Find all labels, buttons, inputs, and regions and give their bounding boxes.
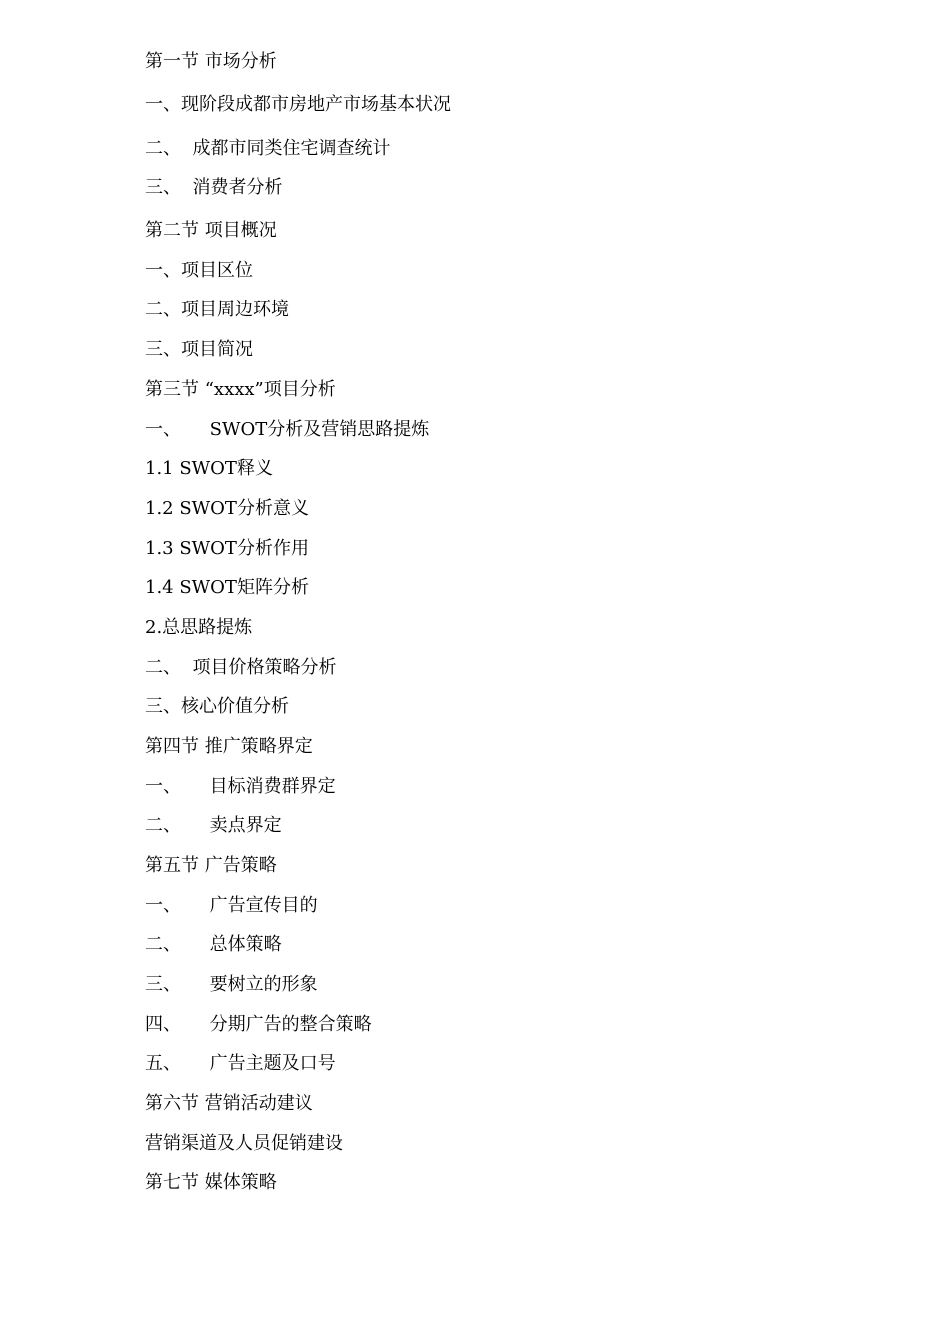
toc-subitem: 1.2 SWOT分析意义: [145, 498, 309, 519]
toc-section-heading: 第二节 项目概况: [145, 220, 277, 241]
toc-item: 二、 成都市同类住宅调查统计: [145, 138, 391, 159]
toc-item: 一、 SWOT分析及营销思路提炼: [145, 419, 430, 440]
toc-item: 一、 目标消费群界定: [145, 776, 336, 797]
toc-item: 一、项目区位: [145, 260, 253, 281]
toc-subitem: 2.总思路提炼: [145, 617, 253, 638]
toc-item: 三、项目简况: [145, 339, 253, 360]
toc-section-heading: 第五节 广告策略: [145, 855, 277, 876]
toc-item: 二、 项目价格策略分析: [145, 657, 337, 678]
toc-item: 五、 广告主题及口号: [145, 1053, 336, 1074]
toc-section-heading: 第三节 “xxxx”项目分析: [145, 379, 336, 400]
toc-section-heading: 第六节 营销活动建议: [145, 1093, 313, 1114]
toc-section-heading: 第四节 推广策略界定: [145, 736, 313, 757]
toc-item: 营销渠道及人员促销建设: [145, 1133, 343, 1154]
toc-item: 三、 要树立的形象: [145, 974, 318, 995]
toc-item: 二、 卖点界定: [145, 815, 282, 836]
toc-subitem: 1.3 SWOT分析作用: [145, 538, 309, 559]
toc-item: 四、 分期广告的整合策略: [145, 1014, 372, 1035]
toc-section-heading: 第一节 市场分析: [145, 51, 277, 72]
toc-item: 一、 广告宣传目的: [145, 895, 318, 916]
toc-section-heading: 第七节 媒体策略: [145, 1172, 277, 1193]
toc-item: 三、核心价值分析: [145, 696, 289, 717]
toc-subitem: 1.4 SWOT矩阵分析: [145, 577, 309, 598]
toc-item: 一、现阶段成都市房地产市场基本状况: [145, 94, 451, 115]
toc-subitem: 1.1 SWOT释义: [145, 458, 273, 479]
toc-item: 二、项目周边环境: [145, 299, 289, 320]
toc-item: 三、 消费者分析: [145, 177, 283, 198]
toc-item: 二、 总体策略: [145, 934, 282, 955]
